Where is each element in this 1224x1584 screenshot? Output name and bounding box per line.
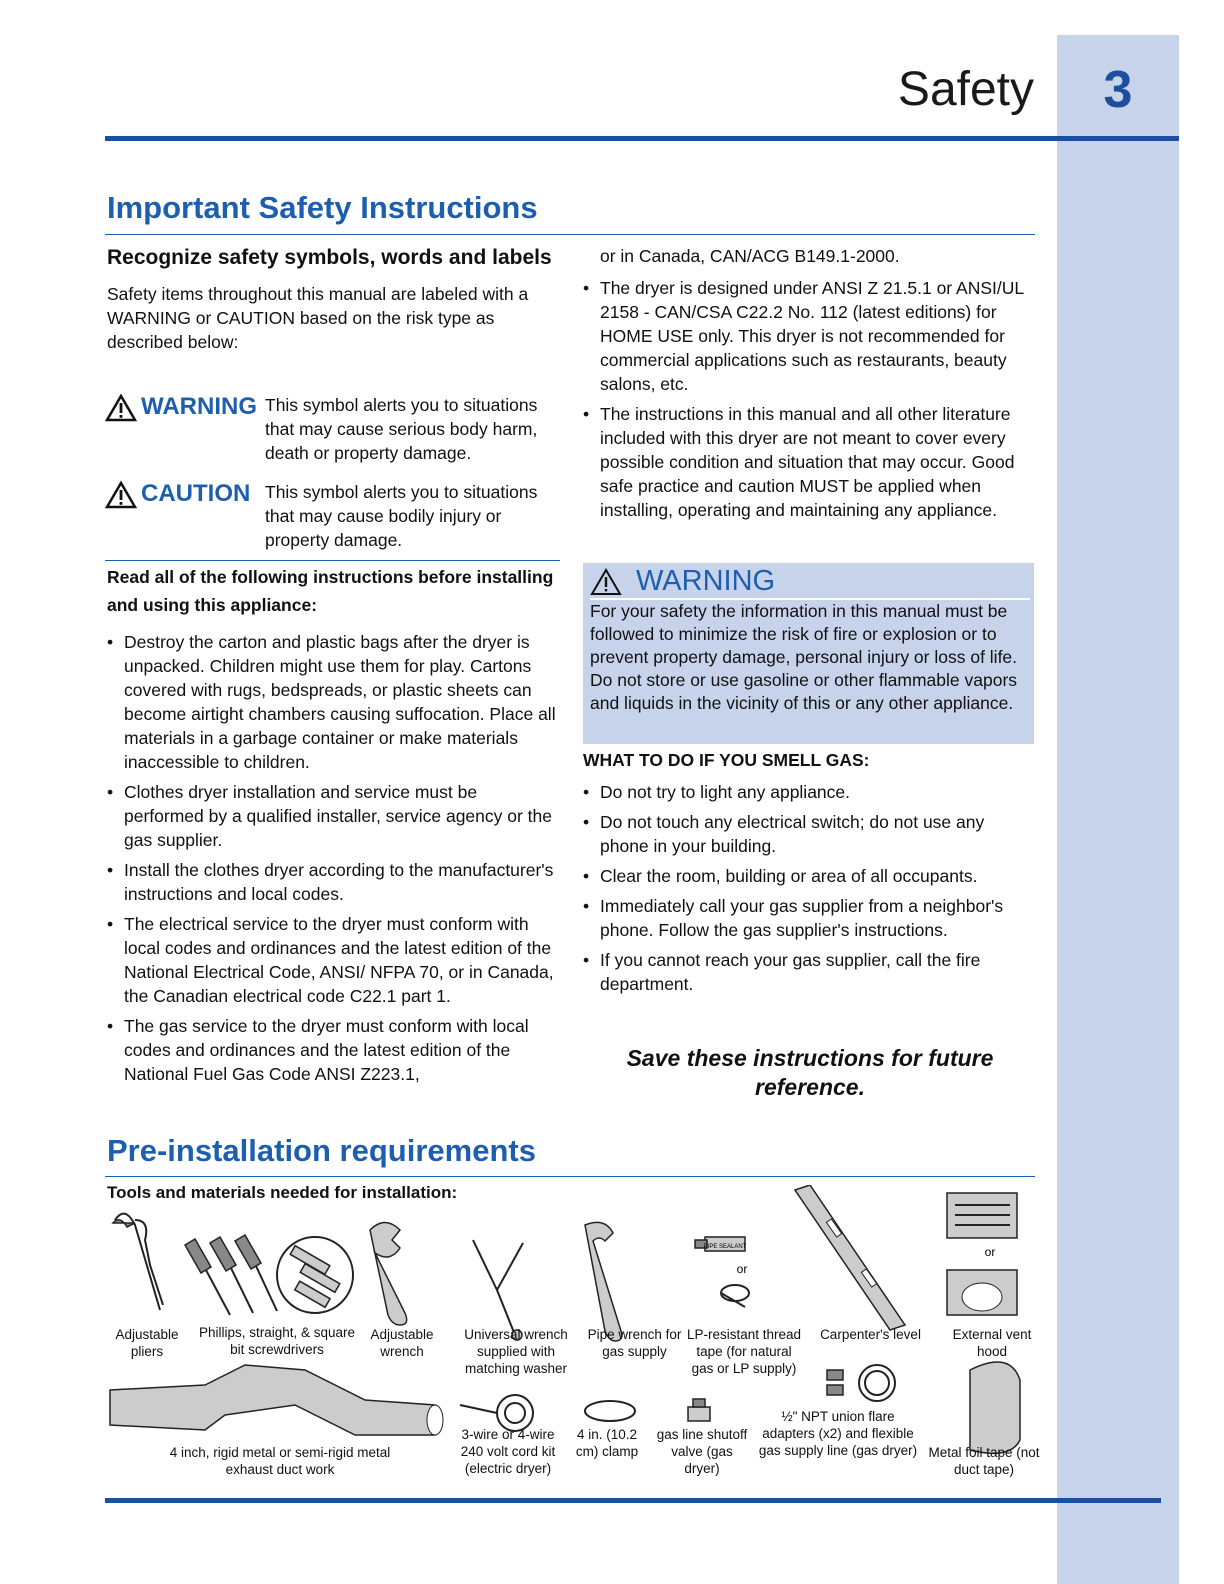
tool-pliers-label: Adjustable pliers [115,1327,179,1359]
tool-pipe-wrench [587,1326,682,1360]
caution-signal [105,480,555,552]
tool-shutoff-valve [652,1426,752,1477]
tool-pipe-label: Pipe wrench for gas supply [587,1327,682,1359]
important-safety-heading: Important Safety Instructions [107,190,538,225]
list-item: • The instructions in this manual and all other literature included with this dryer are not meant to cover every possible condition and situation that may occur. Good safe practice and caution MUST be applied when installing, operating and maintaining any appliance. [583,402,1033,522]
hood-or-label: or [984,1245,996,1259]
tool-thread-tape [684,1326,804,1377]
side-tab [1057,35,1179,1584]
universal-wrench-icon [473,1240,523,1340]
right-column-top [583,244,1033,528]
list-item: • Destroy the carton and plastic bags after the dryer is unpacked. Children might use them for play. Cartons covered with rugs, bedspreads, or plastic sheets can become airtight chambers causing suffocation. Place all materials in a garbage container or make materials inaccessible to children. [107,630,557,774]
warning-box-title [590,565,775,598]
tools-heading: Tools and materials needed for installation: [107,1183,458,1202]
vent-hood-icon [947,1193,1017,1315]
tool-wrench-label: Adjustable wrench [370,1327,434,1359]
adjustable-wrench-icon [370,1223,407,1326]
warning-triangle-icon [590,567,622,597]
tool-screwdrivers-label: Phillips, straight, & square bit screwdrivers [198,1325,356,1357]
tool-clamp [570,1426,644,1460]
tool-level [808,1326,933,1343]
tool-tape-label: LP-resistant thread tape (for natural gas or LP supply) [686,1327,802,1376]
tool-cord-kit [452,1426,564,1477]
flare-adapters-icon [827,1365,895,1401]
list-item: • The dryer is designed under ANSI Z 21.5.1 or ANSI/UL 2158 - CAN/CSA C22.2 No. 112 (latest editions) for HOME USE only. This dryer is not recommended for commercial applications such as restaurants, beauty salons, etc. [583,276,1033,396]
warning-box-text: For your safety the information in this manual must be followed to minimize the risk of fire or explosion or to prevent property damage, personal injury or loss of life. Do not store or use gasoline or other flammable vapors and liquids in the vicinity of this or any other appliance. [590,601,1018,713]
tool-screwdrivers [192,1324,362,1358]
warning-box-title-text: WARNING [636,565,776,597]
caution-triangle-icon [105,480,137,510]
tool-duct [150,1444,410,1478]
gas-section [583,748,1033,1002]
preinstall-rule [105,1176,1035,1177]
list-item: • Clear the room, building or area of all occupants. [583,864,1033,888]
list-item: • If you cannot reach your gas supplier, call the fire department. [583,948,1033,996]
tool-vent-hood [940,1326,1044,1360]
left-column-top [107,244,562,354]
list-item: • The electrical service to the dryer must conform with local codes and ordinances and the latest edition of the National Electrical Code, ANSI/ NFPA 70, or in Canada, the Canadian electrical code C22.1 part 1. [107,912,557,1008]
tool-clamp-label: 4 in. (10.2 cm) clamp [575,1427,639,1459]
tool-level-label: Carpenter's level [820,1327,921,1342]
tape-tube-label: PIPE SEALANT [703,1244,747,1250]
preinstall-heading: Pre-installation requirements [107,1133,536,1168]
caution-description: This symbol alerts you to situations that may cause bodily injury or property damage. [265,482,538,550]
gas-heading: WHAT TO DO IF YOU SMELL GAS: [583,750,870,770]
list-item: • Immediately call your gas supplier from a neighbor's phone. Follow the gas supplier's instructions. [583,894,1033,942]
shutoff-valve-icon [688,1399,710,1421]
tool-cord-label: 3-wire or 4-wire 240 volt cord kit (electric dryer) [460,1427,556,1476]
continuation-text: or in Canada, CAN/ACG B149.1-2000. [600,246,900,266]
header-rule [105,136,1179,141]
read-all-instructions [107,563,557,619]
list-item: • Do not touch any electrical switch; do not use any phone in your building. [583,810,1033,858]
pliers-icon [113,1214,163,1310]
tool-adapters-label: ½" NPT union flare adapters (x2) and flexible gas supply line (gas dryer) [758,1409,918,1458]
warning-triangle-icon [105,393,137,423]
tool-valve-label: gas line shutoff valve (gas dryer) [656,1427,748,1476]
caution-word: CAUTION [141,480,251,507]
carpenters-level-icon [795,1185,905,1330]
read-all-rule [105,560,560,561]
thread-tape-icon [695,1237,749,1307]
list-item: • The gas service to the dryer must conform with local codes and ordinances and the latest edition of the National Fuel Gas Code ANSI Z223.1, [107,1014,557,1086]
read-all-text: Read all of the following instructions before installing and using this appliance: [107,567,554,615]
pipe-wrench-icon [585,1222,622,1341]
tape-or-label: or [736,1262,748,1276]
tool-foil-label: Metal foil tape (not duct tape) [928,1445,1040,1477]
section-title: Safety [897,63,1034,116]
foil-tape-icon [970,1362,1020,1453]
list-item: • Install the clothes dryer according to the manufacturer's instructions and local codes. [107,858,557,906]
tool-duct-label: 4 inch, rigid metal or semi-rigid metal exhaust duct work [169,1445,391,1477]
tool-universal-label: Universal wrench supplied with matching washer [464,1327,568,1376]
exhaust-duct-icon [110,1365,443,1435]
tool-universal-wrench [452,1326,580,1377]
screwdriver-icon [185,1235,353,1315]
list-item: • Clothes dryer installation and service must be performed by a qualified installer, service agency or the gas supplier. [107,780,557,852]
save-instructions-note: Save these instructions for future reference. [626,1045,994,1100]
left-bullets [107,630,557,1092]
warning-description: This symbol alerts you to situations that may cause serious body harm, death or property damage. [265,395,538,463]
tool-pliers [107,1326,187,1360]
warning-signal [105,393,555,465]
page-number: 3 [1103,61,1133,119]
heading-rule [105,234,1035,235]
recognize-heading: Recognize safety symbols, words and labels [107,246,552,269]
tool-adjustable-wrench [362,1326,442,1360]
tool-foil-tape [928,1444,1040,1478]
intro-text: Safety items throughout this manual are labeled with a WARNING or CAUTION based on the risk type as described below: [107,284,529,352]
warning-word: WARNING [141,393,257,420]
footer-rule [105,1498,1161,1503]
tool-flare-adapters [756,1408,920,1459]
tool-hood-label: External vent hood [952,1327,1032,1359]
list-item: • Do not try to light any appliance. [583,780,1033,804]
clamp-icon [585,1401,635,1421]
